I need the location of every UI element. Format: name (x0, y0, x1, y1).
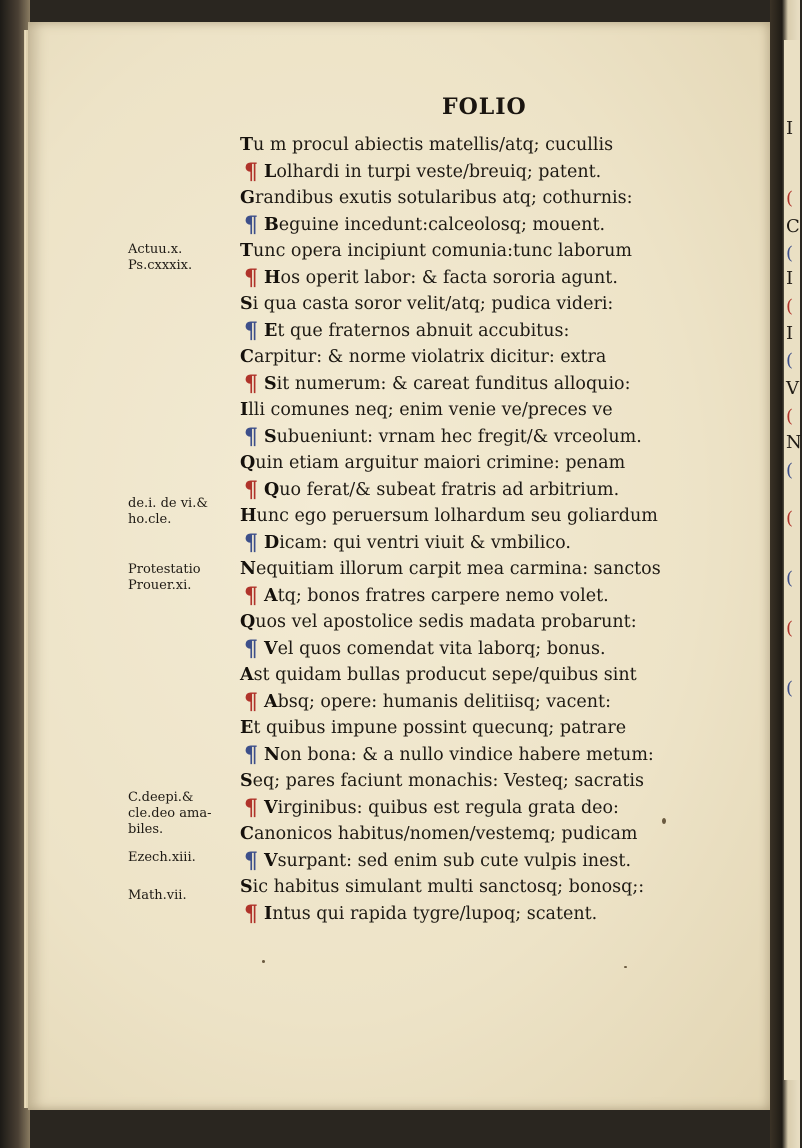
verse-text: tq; bonos fratres carpere nemo volet. (277, 585, 609, 606)
verse-line (240, 795, 740, 822)
verse-initial: S (264, 426, 277, 447)
verse-line (240, 689, 740, 716)
verse-line (240, 238, 740, 265)
verse-line (240, 556, 740, 583)
paragraph-mark-icon: ¶ (244, 529, 258, 556)
verse-line (240, 609, 740, 636)
paragraph-mark-icon: ¶ (244, 476, 258, 503)
paragraph-mark-icon: ¶ (244, 317, 258, 344)
facing-page-paraph: ( (786, 188, 794, 209)
verse-initial: T (240, 241, 254, 261)
verse-line (240, 397, 740, 424)
verse-line (240, 132, 740, 159)
verse-text: ntus qui rapida tygre/lupoq; scatent. (272, 903, 598, 924)
verse-text: irginibus: quibus est regula grata deo: (277, 797, 619, 818)
verse-line (240, 874, 740, 901)
verse-initial: V (264, 638, 278, 659)
facing-page-letter: I (786, 118, 794, 139)
margin-note: C.deepi.& cle.deo ama- biles. (128, 790, 212, 837)
paragraph-mark-icon: ¶ (244, 211, 258, 238)
verse-text: t que fraternos abnuit accubitus: (277, 320, 570, 341)
verse-line (240, 768, 740, 795)
verse-text: bsq; opere: humanis delitiisq; vacent: (277, 691, 611, 712)
verse-text: ubueniunt: vrnam hec fregit/& vrceolum. (276, 426, 642, 447)
margin-note: Actuu.x. Ps.cxxxix. (128, 242, 193, 273)
verse-text: icam: qui ventri viuit & vmbilico. (279, 532, 571, 553)
verse-line (240, 477, 740, 504)
verse-line (240, 318, 740, 345)
margin-note: Protestatio Prouer.xi. (128, 562, 201, 593)
verse-line (240, 848, 740, 875)
verse-text: unc ego peruersum lolhardum seu goliardum (256, 506, 658, 526)
verse-text: uos vel apostolice sedis madata probarunt: (255, 612, 637, 632)
facing-page-paraph: ( (786, 678, 794, 699)
verse-initial: I (240, 400, 249, 420)
verse-line (240, 662, 740, 689)
facing-page-paraph: ( (786, 296, 794, 317)
verse-line (240, 371, 740, 398)
verse-text-block (240, 132, 740, 927)
facing-page-paraph: ( (786, 618, 794, 639)
facing-page-paraph: ( (786, 508, 794, 529)
verse-text: st quidam bullas producut sepe/quibus sint (253, 665, 637, 685)
margin-note: Ezech.xiii. (128, 850, 196, 865)
verse-line (240, 715, 740, 742)
verse-line (240, 185, 740, 212)
verse-initial: V (264, 797, 278, 818)
verse-text: surpant: sed enim sub cute vulpis inest. (277, 850, 632, 871)
paper-speck (262, 960, 265, 963)
verse-initial: C (240, 347, 254, 367)
facing-page-letter: C (786, 216, 800, 237)
verse-initial: C (240, 824, 254, 844)
facing-page-letter: V (786, 378, 799, 399)
verse-initial: A (240, 665, 254, 685)
facing-page-letter: I (786, 323, 794, 344)
verse-line (240, 530, 740, 557)
paper-speck (662, 818, 666, 824)
verse-line (240, 742, 740, 769)
facing-page-paraph: ( (786, 568, 794, 589)
verse-line (240, 212, 740, 239)
verse-line (240, 159, 740, 186)
verse-initial: N (240, 559, 256, 579)
verse-text: lli comunes neq; enim venie ve/preces ve (248, 400, 613, 420)
verse-initial: V (264, 850, 278, 871)
verse-line (240, 265, 740, 292)
facing-page-paraph: ( (786, 350, 794, 371)
verse-text: t quibus impune possint quecunq; patrare (253, 718, 627, 738)
paragraph-mark-icon: ¶ (244, 370, 258, 397)
verse-text: equitiam illorum carpit mea carmina: sanctos (256, 559, 661, 579)
verse-text: unc opera incipiunt comunia:tunc laborum (253, 241, 632, 261)
paper-speck (624, 966, 627, 968)
verse-initial: E (264, 320, 278, 341)
verse-text: uin etiam arguitur maiori crimine: penam (255, 453, 626, 473)
verse-initial: E (240, 718, 254, 738)
folio-headline: FOLIO (442, 94, 527, 120)
verse-line (240, 450, 740, 477)
paragraph-mark-icon: ¶ (244, 264, 258, 291)
verse-text: u m procul abiectis matellis/atq; cucullis (253, 135, 614, 155)
verse-initial: N (264, 744, 280, 765)
verse-text: os operit labor: & facta sororia agunt. (280, 267, 618, 288)
verse-line (240, 503, 740, 530)
verse-initial: Q (240, 453, 256, 473)
verse-text: randibus exutis sotularibus atq; cothurnis: (254, 188, 633, 208)
verse-line (240, 424, 740, 451)
verse-text: ic habitus simulant multi sanctosq; bonosq;: (252, 877, 645, 897)
verse-line (240, 901, 740, 928)
verse-initial: A (264, 691, 278, 712)
verse-line (240, 344, 740, 371)
verse-initial: T (240, 135, 254, 155)
paragraph-mark-icon: ¶ (244, 635, 258, 662)
verse-initial: H (240, 506, 257, 526)
verse-text: olhardi in turpi veste/breuiq; patent. (276, 161, 602, 182)
verse-text: eguine incedunt:calceolosq; mouent. (278, 214, 606, 235)
verse-text: anonicos habitus/nomen/vestemq; pudicam (253, 824, 638, 844)
verse-line (240, 821, 740, 848)
verse-initial: A (264, 585, 278, 606)
facing-page-paraph: ( (786, 460, 794, 481)
margin-note: Math.vii. (128, 888, 187, 903)
facing-page-edge (784, 40, 800, 1080)
verse-initial: I (264, 903, 273, 924)
verse-initial: S (240, 877, 253, 897)
margin-note: de.i. de vi.& ho.cle. (128, 496, 208, 527)
verse-text: el quos comendat vita laborq; bonus. (277, 638, 606, 659)
verse-text: i qua casta soror velit/atq; pudica videri: (252, 294, 614, 314)
verse-initial: G (240, 188, 255, 208)
verse-line (240, 636, 740, 663)
verse-line (240, 583, 740, 610)
paragraph-mark-icon: ¶ (244, 900, 258, 927)
verse-initial: Q (264, 479, 280, 500)
verse-line (240, 291, 740, 318)
paragraph-mark-icon: ¶ (244, 847, 258, 874)
verse-initial: S (240, 771, 253, 791)
paragraph-mark-icon: ¶ (244, 158, 258, 185)
verse-text: on bona: & a nullo vindice habere metum: (280, 744, 654, 765)
facing-page-paraph: ( (786, 406, 794, 427)
verse-initial: H (264, 267, 281, 288)
book-page (28, 22, 770, 1110)
facing-page-paraph: ( (786, 243, 794, 264)
paragraph-mark-icon: ¶ (244, 582, 258, 609)
verse-text: it numerum: & careat funditus alloquio: (276, 373, 631, 394)
verse-text: uo ferat/& subeat fratris ad arbitrium. (279, 479, 620, 500)
paragraph-mark-icon: ¶ (244, 794, 258, 821)
verse-text: arpitur: & norme violatrix dicitur: extra (253, 347, 607, 367)
facing-page-letter: I (786, 268, 794, 289)
verse-initial: L (264, 161, 277, 182)
paragraph-mark-icon: ¶ (244, 688, 258, 715)
verse-initial: S (264, 373, 277, 394)
verse-initial: B (264, 214, 279, 235)
verse-text: eq; pares faciunt monachis: Vesteq; sacratis (252, 771, 644, 791)
paragraph-mark-icon: ¶ (244, 741, 258, 768)
verse-initial: Q (240, 612, 256, 632)
verse-initial: S (240, 294, 253, 314)
facing-page-letter: N (786, 432, 802, 453)
paragraph-mark-icon: ¶ (244, 423, 258, 450)
verse-initial: D (264, 532, 280, 553)
